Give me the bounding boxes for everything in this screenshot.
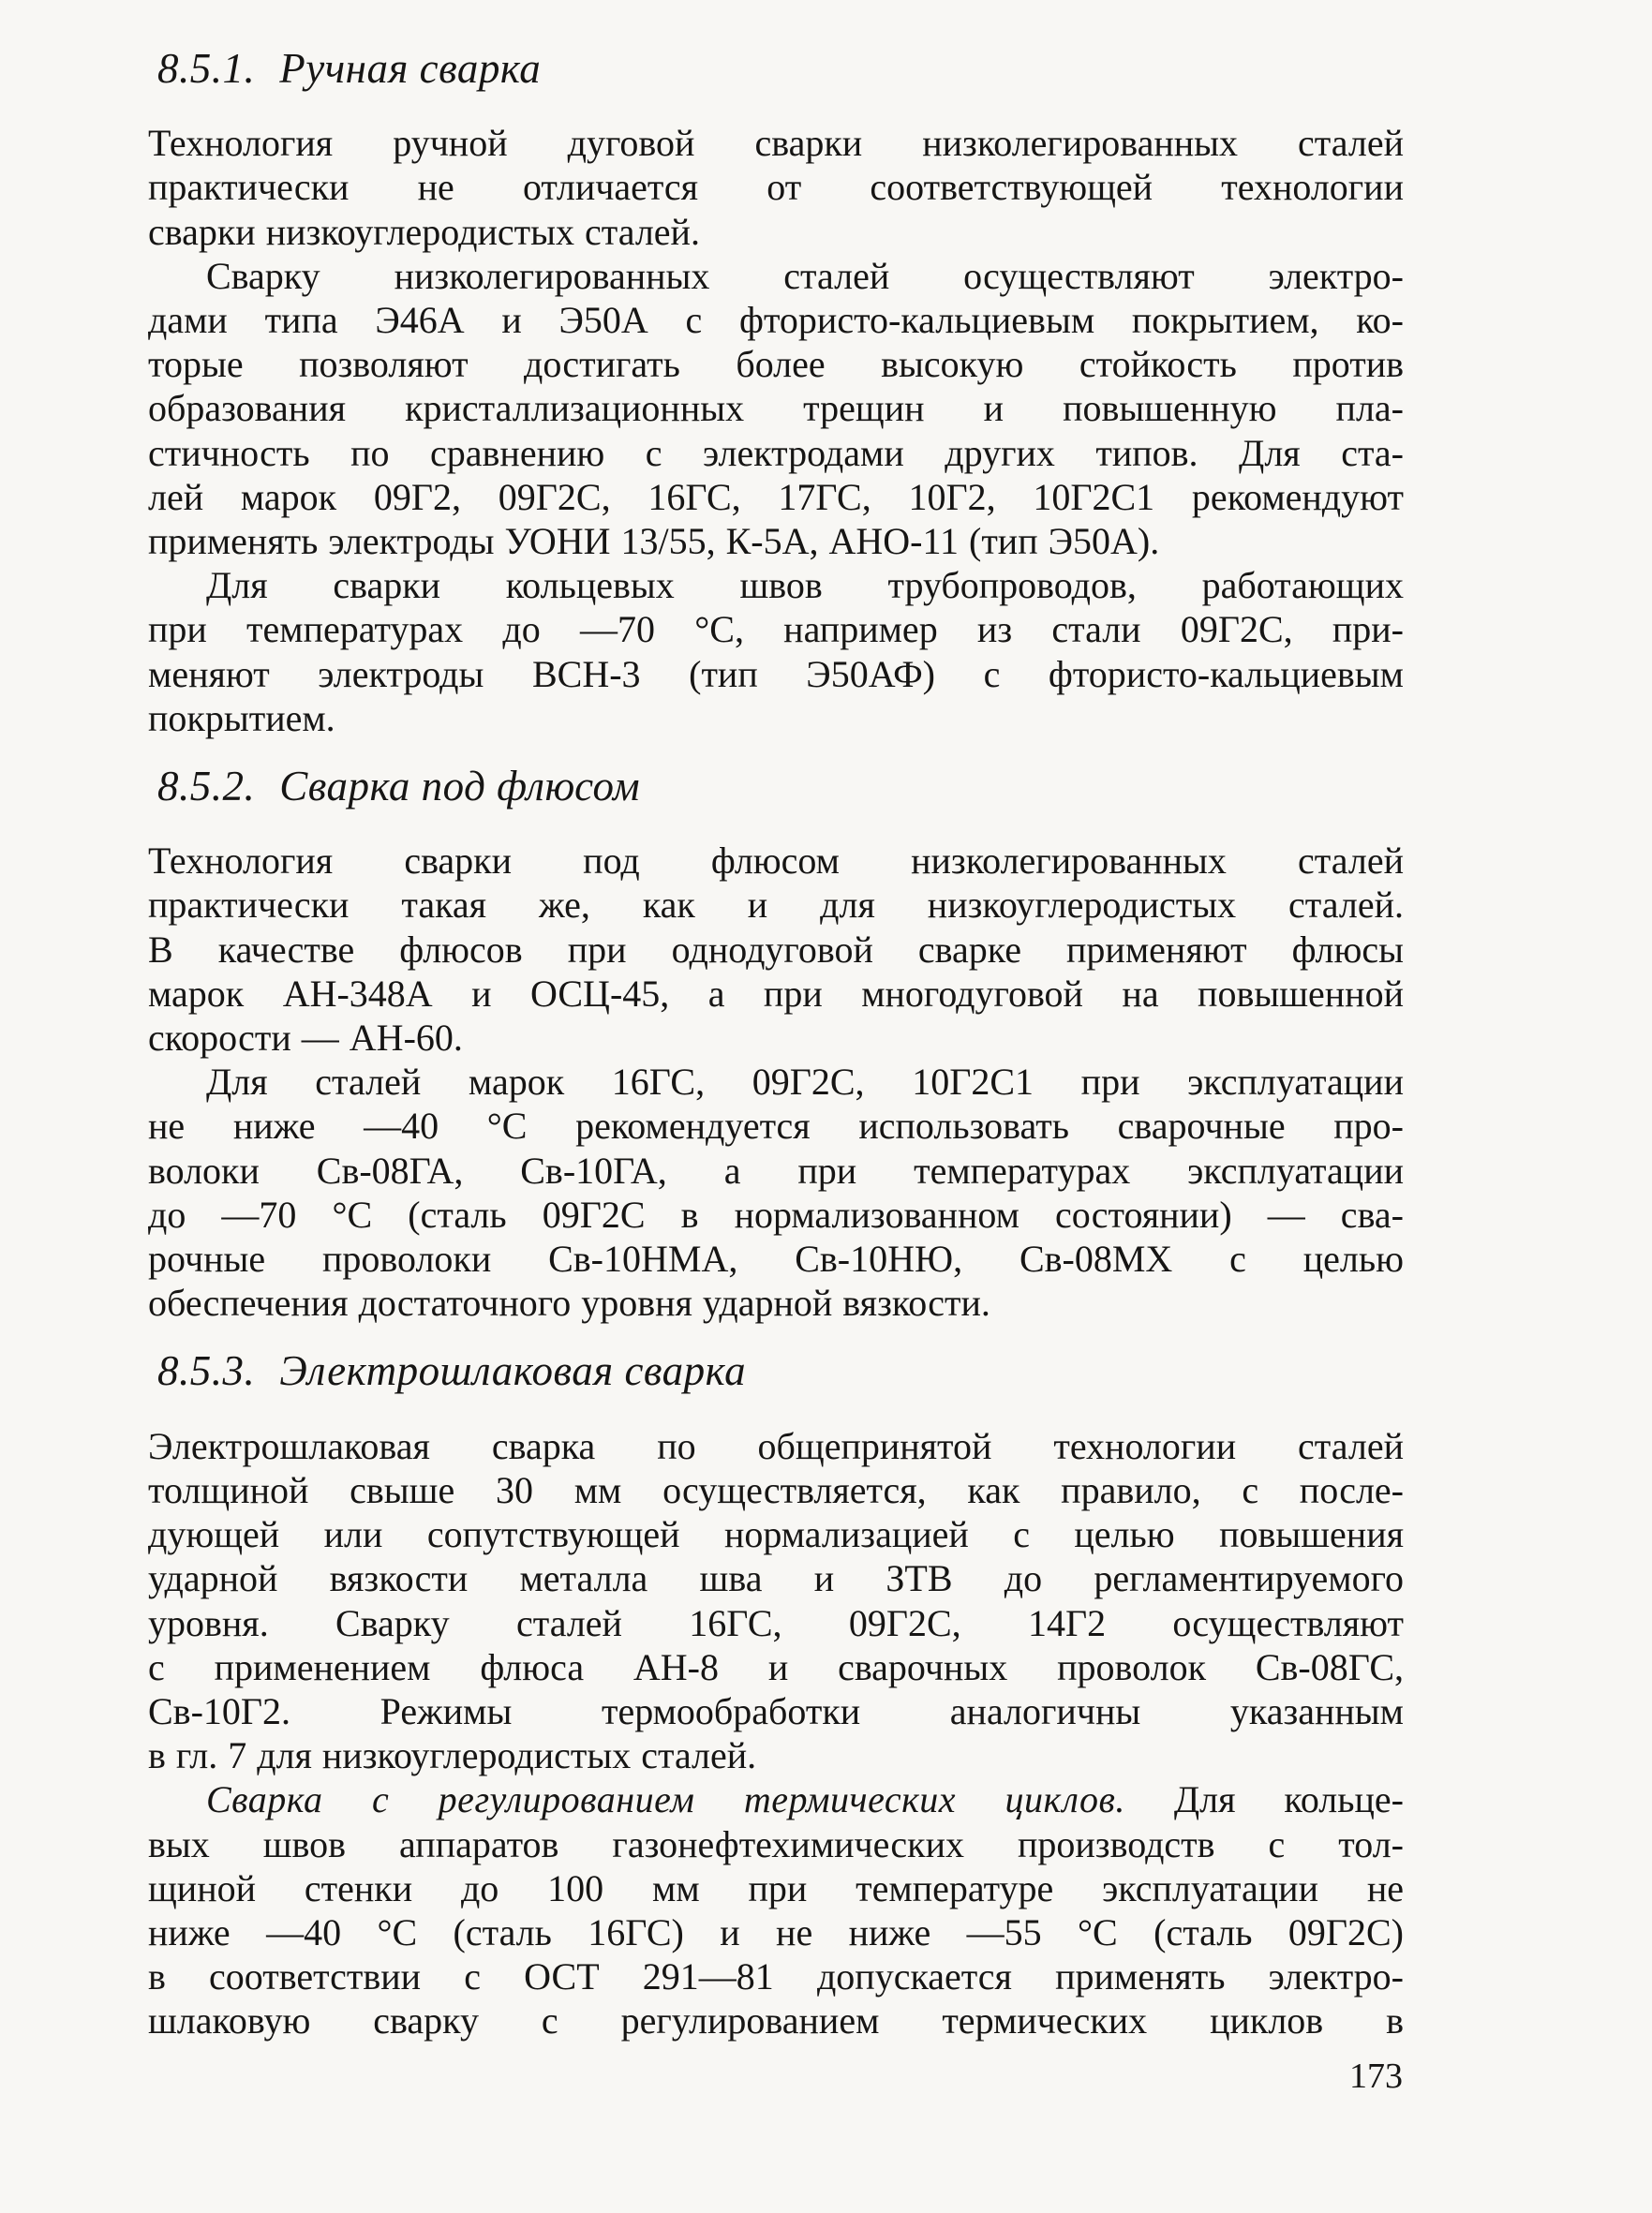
text-line: Технология ручной дуговой сварки низколегированных сталей <box>148 122 1404 165</box>
text-line: сварки низкоуглеродистых сталей. <box>148 210 700 253</box>
text-line: торые позволяют достигать более высокую стойкость против <box>148 343 1404 386</box>
section-8-5-2 <box>148 765 1404 1325</box>
paragraph <box>148 1060 1404 1325</box>
text-run: Для кольце- <box>1124 1778 1404 1821</box>
section-heading-title: Ручная сварка <box>279 45 542 92</box>
text-line: не ниже —40 °С рекомендуется использовать сварочные про- <box>148 1105 1404 1148</box>
section-heading <box>157 47 1404 91</box>
text-line: до —70 °С (сталь 09Г2С в нормализованном состоянии) — сва- <box>148 1193 1404 1236</box>
text-line: в гл. 7 для низкоуглеродистых сталей. <box>148 1734 757 1777</box>
text-line: с применением флюса АН-8 и сварочных проволок Св-08ГС, <box>148 1645 1404 1688</box>
section-8-5-3 <box>148 1349 1404 2042</box>
section-heading <box>157 1349 1404 1393</box>
paragraph <box>148 1424 1404 1778</box>
section-8-5-1 <box>148 47 1404 740</box>
text-line: стичность по сравнению с электродами других типов. Для ста- <box>148 431 1404 474</box>
section-heading <box>157 765 1404 809</box>
text-line: ниже —40 °С (сталь 16ГС) и не ниже —55 °С (сталь 09Г2С) <box>148 1910 1404 1953</box>
text-line: Для сталей марок 16ГС, 09Г2С, 10Г2С1 при эксплуатации <box>206 1061 1404 1104</box>
text-line: меняют электроды ВСН-3 (тип Э50АФ) с фтористо-кальциевым <box>148 652 1404 695</box>
text-line: Сварку низколегированных сталей осуществляют электро- <box>206 254 1404 297</box>
text-line: Св-10Г2. Режимы термообработки аналогичны указанным <box>148 1689 1404 1732</box>
text-line: Для сварки кольцевых швов трубопроводов, работающих <box>206 564 1404 607</box>
text-line: щиной стенки до 100 мм при температуре эксплуатации не <box>148 1866 1404 1909</box>
paragraph <box>148 1777 1404 2042</box>
page-number: 173 <box>1349 2057 1403 2096</box>
text-line: уровня. Сварку сталей 16ГС, 09Г2С, 14Г2 осуществляют <box>148 1601 1404 1644</box>
text-line: волоки Св-08ГА, Св-10ГА, а при температурах эксплуатации <box>148 1149 1404 1192</box>
section-heading-title: Сварка под флюсом <box>279 763 641 810</box>
text-line: дующей или сопутствующей нормализацией с целью повышения <box>148 1513 1404 1556</box>
text-line: практически не отличается от соответствующей технологии <box>148 166 1404 209</box>
italic-run: Сварка с регулированием термических циклов. <box>206 1778 1125 1821</box>
text-line: при температурах до —70 °С, например из стали 09Г2С, при- <box>148 608 1404 651</box>
text-line: лей марок 09Г2, 09Г2С, 16ГС, 17ГС, 10Г2, 10Г2С1 рекомендуют <box>148 475 1404 518</box>
section-heading-title: Электрошлаковая сварка <box>279 1347 747 1395</box>
paragraph <box>148 839 1404 1060</box>
text-line: применять электроды УОНИ 13/55, К-5А, АНО-11 (тип Э50А). <box>148 520 1160 563</box>
text-line: дами типа Э46А и Э50А с фтористо-кальциевым покрытием, ко- <box>148 299 1404 342</box>
text-line: покрытием. <box>148 696 335 739</box>
text-line: Технология сварки под флюсом низколегированных сталей <box>148 839 1404 883</box>
text-line: В качестве флюсов при однодуговой сварке применяют флюсы <box>148 928 1404 971</box>
text-line: рочные проволоки Св-10НМА, Св-10НЮ, Св-08МХ с целью <box>148 1238 1404 1281</box>
text-line: шлаковую сварку с регулированием термических циклов в <box>148 1999 1404 2042</box>
paragraph <box>148 254 1404 563</box>
paragraph <box>148 563 1404 740</box>
text-line: образования кристаллизационных трещин и повышенную пла- <box>148 387 1404 430</box>
text-line: скорости — АН-60. <box>148 1017 463 1060</box>
text-line: обеспечения достаточного уровня ударной вязкости. <box>148 1282 990 1325</box>
section-heading-number: 8.5.1. <box>157 45 256 92</box>
text-line: в соответствии с ОСТ 291—81 допускается применять электро- <box>148 1955 1404 1998</box>
text-line: вых швов аппаратов газонефтехимических производств с тол- <box>148 1822 1404 1865</box>
text-line: практически такая же, как и для низкоуглеродистых сталей. <box>148 884 1404 927</box>
text-line: ударной вязкости металла шва и ЗТВ до регламентируемого <box>148 1557 1404 1600</box>
section-heading-number: 8.5.3. <box>157 1347 256 1395</box>
section-heading-number: 8.5.2. <box>157 763 256 810</box>
page-content <box>148 47 1404 2043</box>
paragraph <box>148 121 1404 254</box>
text-line: толщиной свыше 30 мм осуществляется, как правило, с после- <box>148 1468 1404 1511</box>
text-line: марок АН-348А и ОСЦ-45, а при многодуговой на повышенной <box>148 972 1404 1015</box>
text-line <box>148 1777 1404 1821</box>
text-line: Электрошлаковая сварка по общепринятой технологии сталей <box>148 1424 1404 1467</box>
